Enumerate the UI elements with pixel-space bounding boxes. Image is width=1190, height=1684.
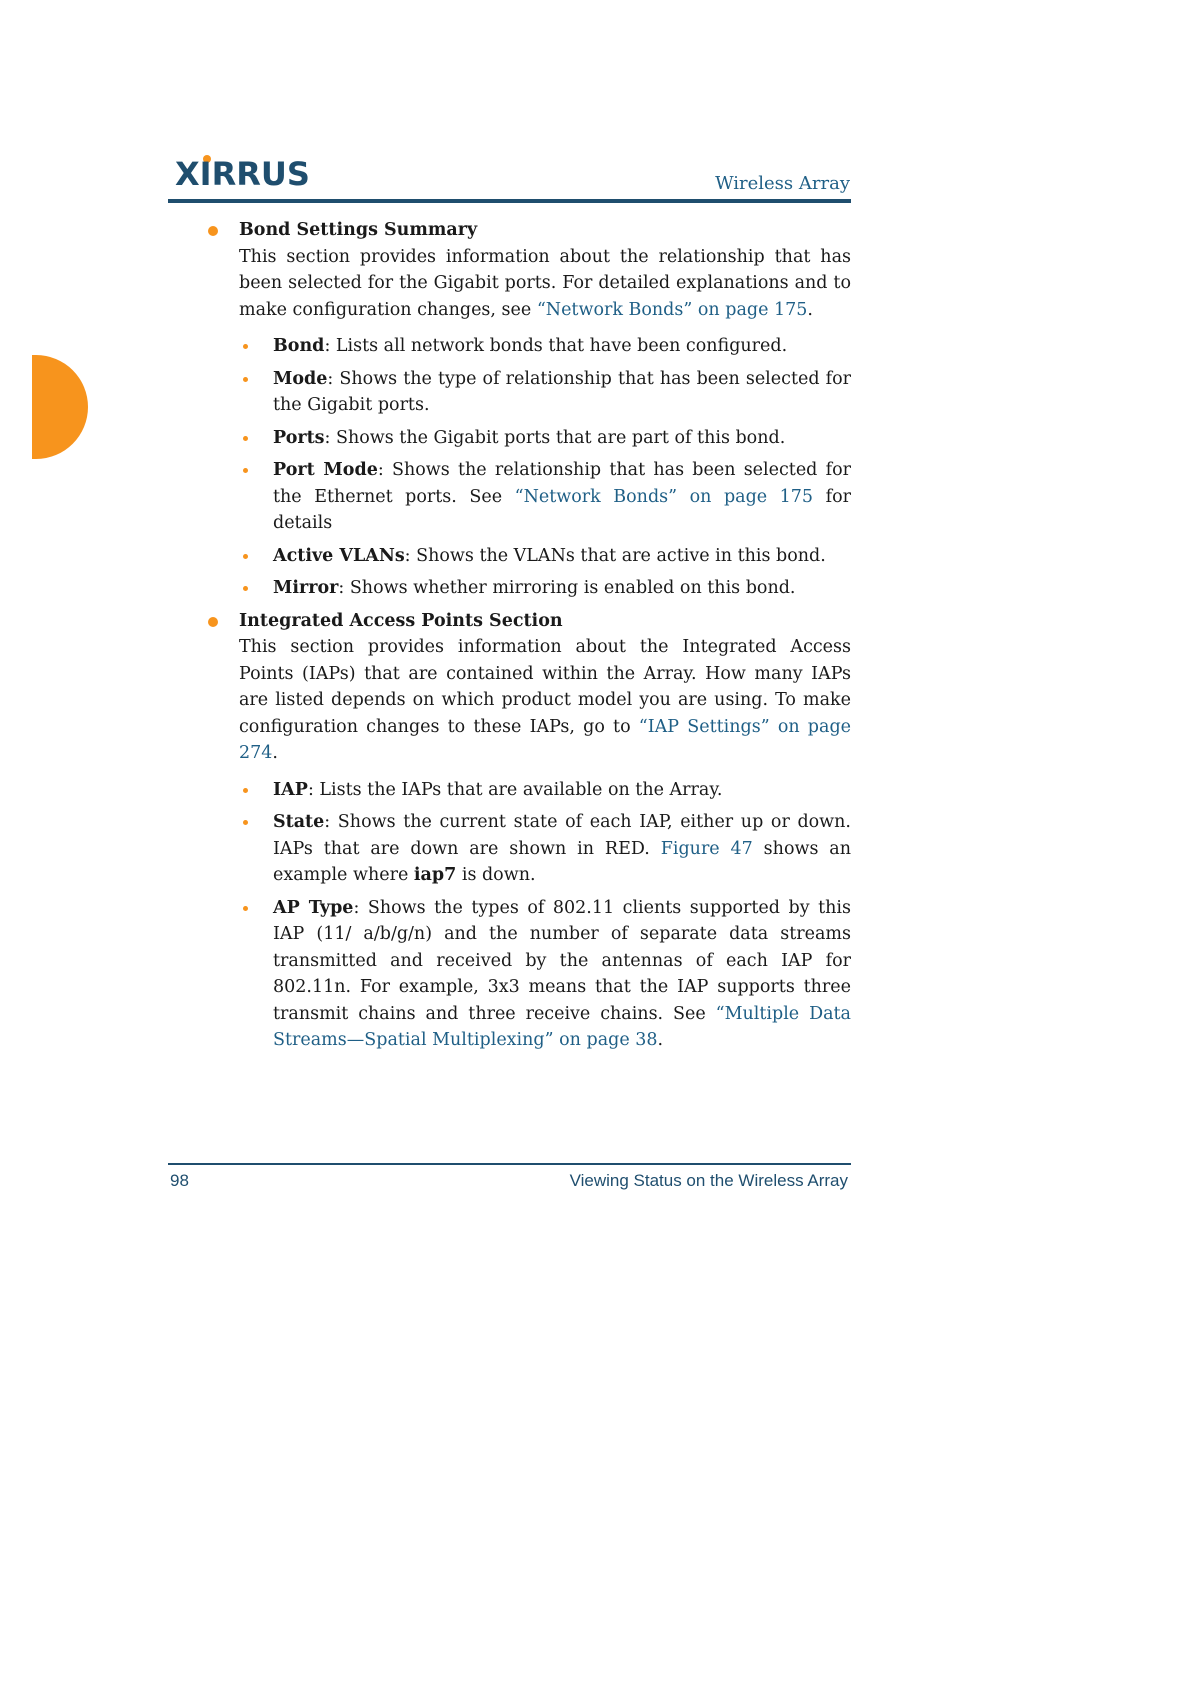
section-bond-settings — [205, 217, 851, 602]
bullet-icon — [243, 788, 248, 793]
list-item: Bond: Lists all network bonds that have been configured. — [239, 333, 851, 360]
bullet-icon — [243, 436, 248, 441]
xref-link[interactable]: “Network Bonds” on page 175 — [536, 299, 808, 320]
footer-rule — [168, 1163, 851, 1165]
bullet-icon — [243, 377, 248, 382]
xref-link[interactable]: “IAP Settings” on page 274 — [239, 716, 851, 763]
bullet-icon — [243, 906, 248, 911]
section-intro: This section provides information about the Integrated Access Points (IAPs) that are contained within the Array. How many IAPs are listed depends on which product model you are using. To make configuration changes to these IAPs, go to “IAP Settings” on page 274. — [239, 637, 851, 763]
header-title: Wireless Array — [715, 173, 850, 194]
list-item: Mode: Shows the type of relationship that has been selected for the Gigabit ports. — [239, 366, 851, 419]
bullet-icon — [243, 820, 248, 825]
list-item: State: Shows the current state of each IAP, either up or down. IAPs that are down are shown in RED. Figure 47 shows an example where iap7 is down. — [239, 809, 851, 889]
bullet-icon — [243, 586, 248, 591]
section-bullet-icon — [208, 226, 218, 236]
list-item: Ports: Shows the Gigabit ports that are part of this bond. — [239, 425, 851, 452]
header-rule — [168, 199, 851, 203]
page-number: 98 — [170, 1171, 189, 1190]
list-item: IAP: Lists the IAPs that are available on the Array. — [239, 777, 851, 804]
figure-link[interactable]: Figure 47 — [660, 838, 753, 859]
xirrus-logo: XIRRUS — [175, 155, 310, 193]
section-intro: This section provides information about the relationship that has been selected for the Gigabit ports. For detailed explanations and to make configuration changes, see “Network Bonds” on page 175. — [239, 246, 851, 320]
list-item: Mirror: Shows whether mirroring is enabled on this bond. — [239, 575, 851, 602]
bullet-icon — [243, 554, 248, 559]
page-content — [205, 217, 851, 1060]
section-integrated-access-points — [205, 608, 851, 1054]
footer-title: Viewing Status on the Wireless Array — [569, 1171, 848, 1190]
section-bullet-icon — [208, 617, 218, 627]
list-item: AP Type: Shows the types of 802.11 clients supported by this IAP (11/ a/b/g/n) and the number of separate data streams transmitted and received by the antennas of each IAP for 802.11n. For example, 3x3 means that the IAP supports three transmit chains and three receive chains. See “Multiple Data Streams—Spatial Multiplexing” on page 38. — [239, 895, 851, 1054]
xref-link[interactable]: “Multiple Data Streams—Spatial Multiplexing” on page 38 — [273, 1003, 851, 1050]
bond-field-list — [239, 333, 851, 602]
bullet-icon — [243, 468, 248, 473]
xref-link[interactable]: “Network Bonds” on page 175 — [514, 486, 814, 507]
list-item: Port Mode: Shows the relationship that has been selected for the Ethernet ports. See “Network Bonds” on page 175 for details — [239, 457, 851, 537]
section-title: Integrated Access Points Section — [239, 610, 563, 631]
chapter-side-tab — [32, 355, 88, 459]
bullet-icon — [243, 344, 248, 349]
iap-field-list — [239, 777, 851, 1054]
list-item: Active VLANs: Shows the VLANs that are active in this bond. — [239, 543, 851, 570]
section-title: Bond Settings Summary — [239, 220, 478, 240]
